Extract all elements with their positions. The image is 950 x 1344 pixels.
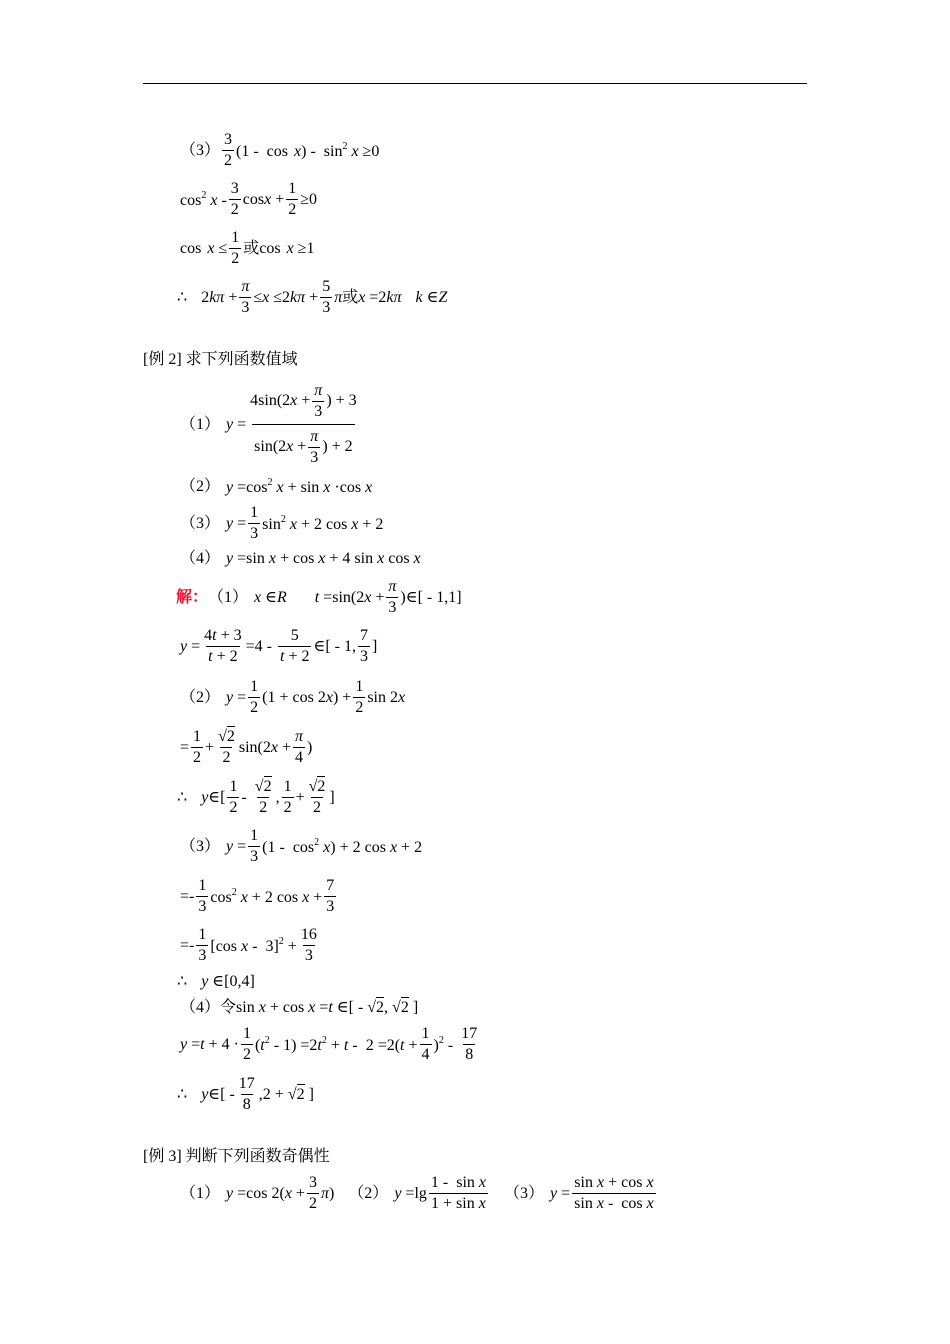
solution-part4-line2: y =t + 4 · $\frac{1}{2}$ $(t^2 - 1) =2t^2 + t - 2 =2(t$ + $\frac{1}{4}$ )$^2$ - $\frac{17}{8}$ bbox=[180, 1025, 478, 1063]
solution-part2-line1: （2） y = $\frac{1}{2}$ (1 + cos 2x) + $\frac{1}{2}$ sin 2x bbox=[180, 678, 406, 716]
solution-part2-line2: = $\frac{1}{2}$ + $\frac{√2}{2}$ sin(2x + $\frac{\pi}{4}$ ) bbox=[180, 728, 313, 766]
example2-item-1: （1） y = 4sin(2x + $\frac{\pi}{3}$ ) + 3 sin(2x + $\frac{\pi}{3}$ ) + 2 bbox=[180, 382, 357, 466]
part3-line1: （3） $\frac{3}{2}$ $(1 - \cos x) - \sin^2 x \ge 0$ bbox=[180, 131, 380, 169]
solution-label: 解： bbox=[176, 588, 209, 606]
header-rule bbox=[143, 83, 807, 84]
example2-item-2: （2） $y =\cos^2$ x + sin x ·cos x bbox=[180, 477, 373, 496]
part3-line3: cos x ≤ $\frac{1}{2}$ 或 cos x ≥1 bbox=[180, 229, 315, 267]
example2-heading: [例 2] 求下列函数值域 bbox=[143, 351, 298, 368]
solution-part1-line2: y = $\frac{4t + 3}{t + 2}$ =4 - $\frac{5}{t + 2}$ ∈[ - 1, $\frac{7}{3}$ ] bbox=[180, 627, 378, 665]
example3-heading: [例 3] 判断下列函数奇偶性 bbox=[143, 1148, 330, 1165]
solution-part3-line1: （3） y = $\frac{1}{3}$ $(1 - \cos^2 x) + 2$ cos x + 2 bbox=[180, 827, 423, 865]
part3-line2: $\cos^2 x$ - $\frac{3}{2}$ cosx + $\frac{1}{2}$ ≥0 bbox=[180, 180, 318, 218]
solution-part1-line1: 解： （1） x ∈R t =sin(2x + $\frac{\pi}{3}$ )∈[ - 1,1] bbox=[176, 578, 462, 616]
example2-item-3: （3） y = $\frac{1}{3}$ $\sin^2 x + 2$ cos x + 2 bbox=[180, 504, 384, 542]
solution-part3-line4: ∴ y ∈[0,4] bbox=[177, 973, 255, 990]
solution-part2-line3: ∴ y∈[ $\frac{1}{2}$ - $\frac{√2}{2}$ , $\frac{1}{2}$ + $\frac{√2}{2}$ ] bbox=[177, 778, 335, 816]
solution-part3-line2: =- $\frac{1}{3}$ $\cos^2 x + 2$ cos x + $\frac{7}{3}$ bbox=[180, 877, 335, 915]
solution-part3-line3: =- $\frac{1}{3}$ [cos x - 3]$^2$ + $\frac{16}{3}$ bbox=[180, 926, 317, 964]
part3-line4: ∴ 2kπ + $\frac{\pi}{3}$ ≤x ≤2kπ + $\frac{5}{3}$ π 或 x =2kπ k ∈Z bbox=[177, 278, 448, 316]
solution-part4-line3: ∴ y∈[ - $\frac{17}{8}$ ,2 + √2 ] bbox=[177, 1075, 314, 1113]
example3-items: （1） y =cos 2(x + $\frac{3}{2}$ π) （2） y =lg $\frac{\text{1 - sin x}}{\text{1 + sin x}}$ （3） y = $\frac{\text{sin x + cos x}}{\text{sin x - cos x}}$ bbox=[180, 1174, 654, 1212]
solution-part4-line1: （4） 令 sin x + cos x =t ∈[ - √2, √2 ] bbox=[180, 999, 419, 1016]
example2-item-4: （4） y =sin x + cos x + 4 sin x cos x bbox=[180, 550, 421, 567]
